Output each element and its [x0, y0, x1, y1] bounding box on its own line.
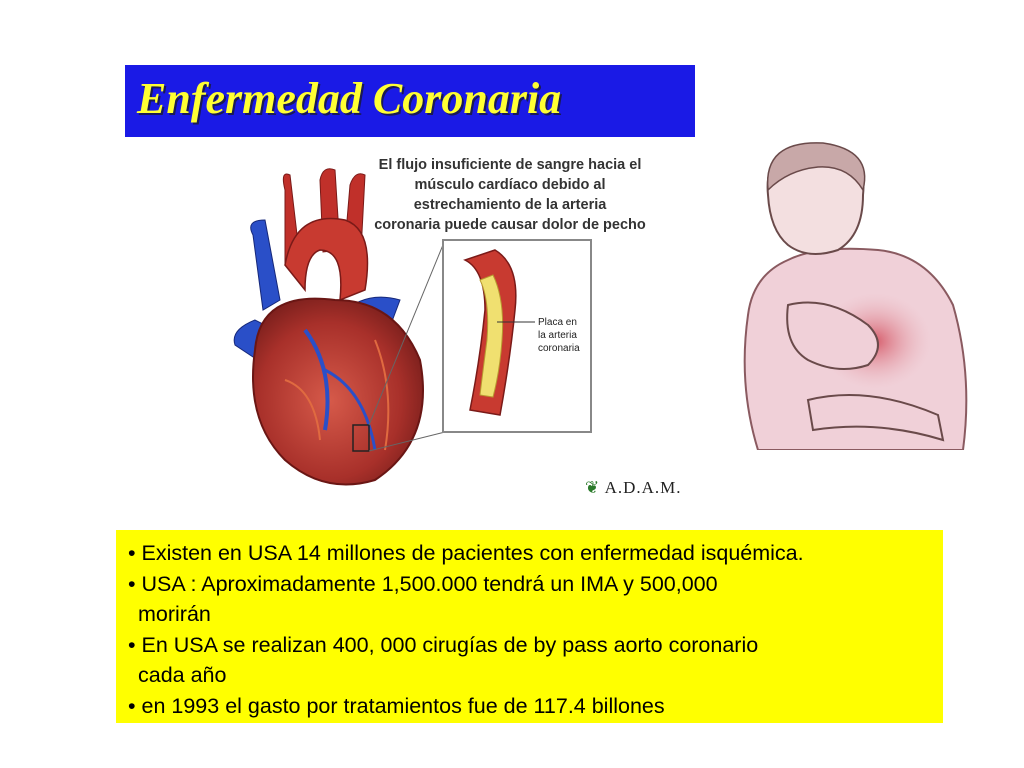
bullet-continuation: cada año: [138, 663, 227, 687]
adam-credit: [585, 478, 682, 498]
caption-line: coronaria puede causar dolor de pecho: [374, 217, 646, 233]
credit-text: A.D.A.M.: [604, 478, 682, 497]
inset-label-line: la arteria: [538, 330, 577, 341]
caption-line: estrechamiento de la arteria: [413, 197, 607, 213]
slide-title: Enfermedad Coronaria: [137, 74, 562, 123]
statistics-box: [116, 530, 943, 723]
bullet-item: • En USA se realizan 400, 000 cirugías de by pass aorto coronario: [128, 632, 759, 657]
inset-label: [538, 316, 580, 355]
chest-pain-illustration: [728, 135, 973, 450]
caption-line: músculo cardíaco debido al: [414, 177, 606, 193]
bullet-item: • Existen en USA 14 millones de pacientes con enfermedad isquémica.: [128, 541, 804, 565]
inset-label-line: Placa en: [538, 317, 577, 328]
leaf-icon: ❦: [585, 478, 601, 497]
title-banner: [125, 65, 695, 137]
caption-line: El flujo insuficiente de sangre hacia el: [378, 157, 642, 173]
bullet-continuation: morirán: [138, 602, 211, 626]
figure-caption: [360, 155, 660, 235]
bullet-item: • USA : Aproximadamente 1,500.000 tendrá un IMA y 500,000: [128, 571, 718, 596]
bullet-item: • en 1993 el gasto por tratamientos fue de 117.4 billones: [128, 693, 665, 718]
inset-label-line: coronaria: [538, 343, 580, 354]
